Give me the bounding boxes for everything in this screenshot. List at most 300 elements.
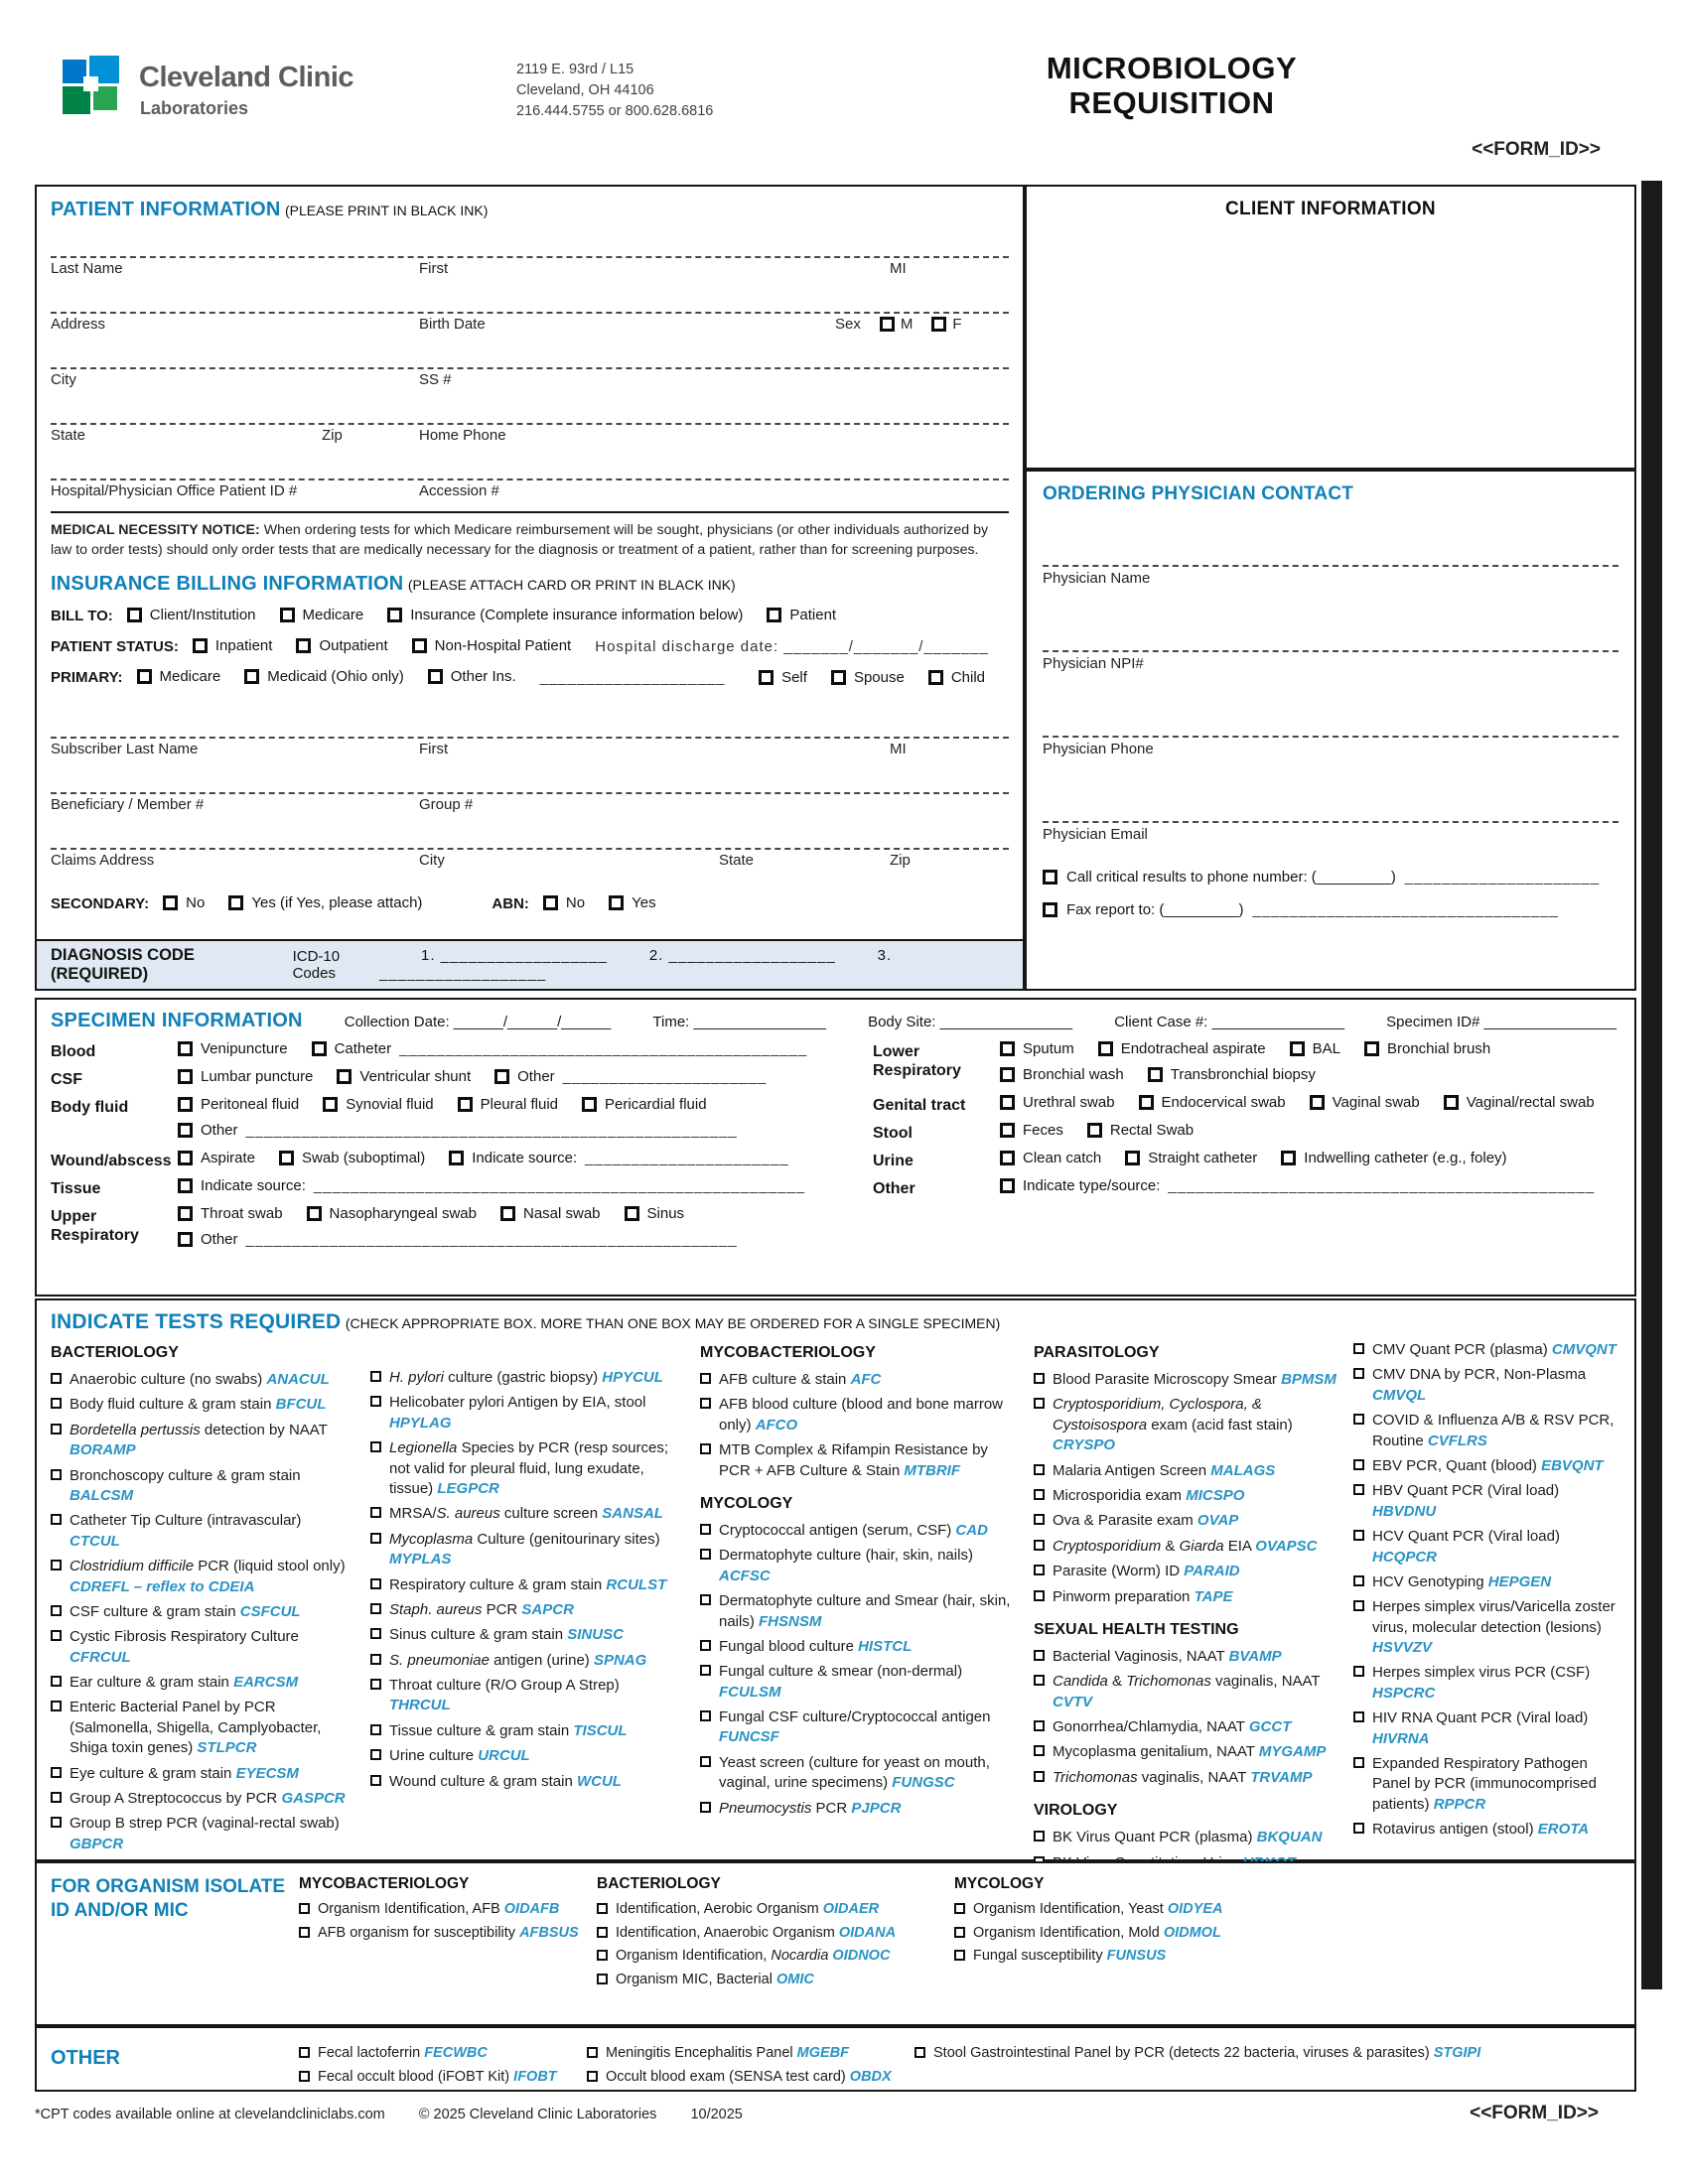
checkbox-bronchial-brush[interactable] bbox=[1364, 1041, 1379, 1056]
specimen-header-field-client-case[interactable]: Client Case #: ________________ bbox=[1114, 1014, 1345, 1030]
isolate-groups bbox=[299, 1875, 1620, 1994]
option bbox=[1148, 1066, 1316, 1083]
checkbox-gonorrhea-chlamydia-naat[interactable] bbox=[1034, 1720, 1045, 1731]
checkbox-malaria-antigen-screen[interactable] bbox=[1034, 1464, 1045, 1475]
specimen-header-field-time[interactable]: Time: ________________ bbox=[652, 1014, 826, 1030]
write-line[interactable]: _____________________________________________________ bbox=[245, 1231, 738, 1248]
isolate-group-heading: MYCOBACTERIOLOGY bbox=[299, 1875, 470, 1892]
specimen-type-label: Tissue bbox=[51, 1180, 101, 1197]
patient-field-row bbox=[51, 277, 1009, 333]
test-code: OIDAER bbox=[822, 1901, 880, 1917]
option-label: BAL bbox=[1312, 1040, 1340, 1057]
option bbox=[387, 607, 743, 623]
write-line[interactable]: ______________________________________________ bbox=[1168, 1177, 1596, 1194]
checkbox-throat-swab[interactable] bbox=[178, 1206, 193, 1221]
footer bbox=[35, 2103, 1636, 2124]
option-label: Nasopharyngeal swab bbox=[329, 1205, 477, 1222]
subscriber-rows bbox=[51, 702, 1009, 869]
option bbox=[1000, 1040, 1074, 1057]
test-code: CRYSPO bbox=[1053, 1436, 1116, 1454]
isolate-group-mycobacteriology bbox=[299, 1875, 597, 1994]
checkbox-herpes-simplex-virus-pcr-csf[interactable] bbox=[1353, 1666, 1364, 1677]
patient-rows bbox=[51, 221, 1009, 499]
write-line[interactable]: ____________________ bbox=[539, 669, 726, 687]
tests-section-heading-parasitology: PARASITOLOGY bbox=[1034, 1344, 1160, 1361]
checkbox-rectal-swab[interactable] bbox=[1087, 1123, 1102, 1138]
checkbox-csf-culture-gram-stain[interactable] bbox=[51, 1605, 62, 1616]
test-code: HIVRNA bbox=[1372, 1729, 1430, 1747]
field-label-physician-npi: Physician NPI# bbox=[1043, 655, 1144, 672]
bill-to-row bbox=[51, 607, 1009, 626]
field-label-claims-address bbox=[51, 852, 154, 869]
checkbox-hcv-quant-pcr-viral-load[interactable] bbox=[1353, 1530, 1364, 1541]
test-code: SAPCR bbox=[521, 1600, 574, 1618]
checkbox-fecal-lactoferrin[interactable] bbox=[299, 2047, 310, 2058]
patient-field-row bbox=[51, 388, 1009, 444]
checkbox-group-b-strep-pcr-vaginal-rectal-swab[interactable] bbox=[51, 1817, 62, 1828]
specimen-header-row bbox=[51, 1000, 1620, 1040]
field-label-text: Accession # bbox=[419, 482, 499, 499]
checkbox-dermatophyte-culture-hair-skin-nails[interactable] bbox=[700, 1549, 711, 1560]
patient-field-row bbox=[51, 221, 1009, 277]
test-label: CMV DNA by PCR, Non-Plasma CMVQL bbox=[1372, 1366, 1587, 1404]
organism-isolate-heading bbox=[51, 1875, 299, 1994]
option bbox=[1310, 1094, 1420, 1111]
write-line[interactable]: _____________________________________________________ bbox=[313, 1177, 806, 1194]
checkbox-nasopharyngeal-swab[interactable] bbox=[307, 1206, 322, 1221]
checkbox-venipuncture[interactable] bbox=[178, 1041, 193, 1056]
checkbox-expanded-respiratory-pathogen-panel-by-pcr[interactable] bbox=[1353, 1757, 1364, 1768]
option bbox=[178, 1177, 805, 1194]
checkbox-sputum[interactable] bbox=[1000, 1041, 1015, 1056]
checkbox-rotavirus-antigen-stool[interactable] bbox=[1353, 1823, 1364, 1834]
checkbox-aspirate[interactable] bbox=[178, 1151, 193, 1165]
checkbox-self[interactable] bbox=[759, 670, 774, 685]
other-row bbox=[51, 2028, 1620, 2091]
checkbox-candida-trichomonas-vaginalis-naat[interactable] bbox=[1034, 1675, 1045, 1686]
checkbox-indicate-source[interactable] bbox=[449, 1151, 464, 1165]
test-code: MICSPO bbox=[1186, 1486, 1245, 1504]
checkbox-identification-aerobic-organism[interactable] bbox=[597, 1903, 608, 1914]
field-label-home-phone bbox=[419, 427, 506, 444]
checkbox-patient[interactable] bbox=[767, 608, 781, 622]
write-line[interactable] bbox=[51, 737, 1009, 739]
test-item bbox=[1353, 1572, 1620, 1592]
checkbox-bal[interactable] bbox=[1290, 1041, 1305, 1056]
checkbox-afb-culture-stain[interactable] bbox=[700, 1373, 711, 1384]
checkbox-stool-gastrointestinal-panel-by-pcr-detect[interactable] bbox=[914, 2047, 925, 2058]
write-line[interactable] bbox=[51, 792, 1009, 794]
write-line[interactable] bbox=[51, 367, 1009, 369]
test-label: Identification, Aerobic Organism OIDAER bbox=[616, 1901, 880, 1917]
checkbox-bordetella-pertussis-detection-by-naat[interactable] bbox=[51, 1424, 62, 1434]
checkbox-urine-culture[interactable] bbox=[370, 1749, 381, 1760]
patient-status-row bbox=[51, 637, 1009, 657]
checkbox-call-critical-results[interactable] bbox=[1043, 870, 1057, 885]
checkbox-mrsa-s-aureus-culture-screen[interactable] bbox=[370, 1507, 381, 1518]
test-label: BK Virus Quant PCR (plasma) BKQUAN bbox=[1053, 1829, 1323, 1846]
test-code: OBDX bbox=[849, 2068, 892, 2085]
test-code: FCULSM bbox=[719, 1683, 781, 1701]
checkbox-sex-f[interactable] bbox=[931, 317, 946, 332]
checkbox-cystic-fibrosis-respiratory-culture[interactable] bbox=[51, 1630, 62, 1641]
checkbox-cryptosporidium-giarda-eia[interactable] bbox=[1034, 1540, 1045, 1551]
checkbox-vaginal-swab[interactable] bbox=[1310, 1095, 1325, 1110]
icd10-slot[interactable]: 2. __________________ bbox=[648, 947, 836, 964]
write-line[interactable] bbox=[51, 478, 1009, 480]
test-item bbox=[597, 1900, 954, 1920]
test-code: FUNSUS bbox=[1106, 1948, 1167, 1965]
checkbox-sinus-culture-gram-stain[interactable] bbox=[370, 1628, 381, 1639]
checkbox-ova-parasite-exam[interactable] bbox=[1034, 1514, 1045, 1525]
checkbox-eye-culture-gram-stain[interactable] bbox=[51, 1767, 62, 1778]
checkbox-trichomonas-vaginalis-naat[interactable] bbox=[1034, 1771, 1045, 1782]
discharge-date-field[interactable]: Hospital discharge date: _______/_______/_______ bbox=[595, 638, 989, 656]
write-line[interactable] bbox=[51, 423, 1009, 425]
check-option-sex-m bbox=[880, 316, 914, 333]
option bbox=[178, 1096, 299, 1113]
write-line[interactable]: ______________________ bbox=[585, 1150, 789, 1166]
checkbox-cryptococcal-antigen-serum-csf[interactable] bbox=[700, 1524, 711, 1535]
option-label: Endotracheal aspirate bbox=[1120, 1040, 1266, 1057]
test-code: TRVAMP bbox=[1250, 1768, 1313, 1786]
checkbox-straight-catheter[interactable] bbox=[1125, 1151, 1140, 1165]
client-information-heading: CLIENT INFORMATION bbox=[1225, 199, 1436, 219]
specimen-options bbox=[178, 1068, 845, 1094]
checkbox-bk-virus-quant-pcr-plasma[interactable] bbox=[1034, 1831, 1045, 1842]
checkbox-organism-identification-nocardia[interactable] bbox=[597, 1950, 608, 1961]
option-label: Medicaid (Ohio only) bbox=[267, 667, 404, 685]
checkbox-pinworm-preparation[interactable] bbox=[1034, 1590, 1045, 1601]
specimen-options bbox=[1000, 1094, 1620, 1120]
form-title-line-2: REQUISITION bbox=[1068, 84, 1275, 120]
checkbox-group-a-streptococcus-by-pcr[interactable] bbox=[51, 1792, 62, 1803]
field-label-physician-phone: Physician Phone bbox=[1043, 741, 1154, 757]
specimen-columns bbox=[51, 1040, 1620, 1259]
checkbox-indwelling-catheter-e-g-foley[interactable] bbox=[1281, 1151, 1296, 1165]
specimen-type-label: Genital tract bbox=[873, 1097, 966, 1114]
test-item bbox=[597, 1924, 954, 1944]
specimen-row bbox=[873, 1094, 1620, 1120]
specimen-options bbox=[178, 1096, 845, 1148]
checkbox-organism-identification-yeast[interactable] bbox=[954, 1903, 965, 1914]
checkbox-covid-influenza-a-b-rsv-pcr-routine[interactable] bbox=[1353, 1414, 1364, 1425]
field-label-text: MI bbox=[890, 740, 907, 757]
tests-column-3 bbox=[700, 1340, 1018, 1824]
checkbox-microsporidia-exam[interactable] bbox=[1034, 1489, 1045, 1500]
option-label: Clean catch bbox=[1023, 1150, 1102, 1166]
write-line[interactable]: ______________________ bbox=[562, 1068, 768, 1085]
checkbox-endocervical-swab[interactable] bbox=[1139, 1095, 1154, 1110]
checkbox-h-pylori-culture-gastric-biopsy[interactable] bbox=[370, 1371, 381, 1382]
test-code: BALCSM bbox=[70, 1486, 134, 1504]
checkbox-body-fluid-culture-gram-stain[interactable] bbox=[51, 1398, 62, 1409]
checkbox-anaerobic-culture-no-swabs[interactable] bbox=[51, 1373, 62, 1384]
organism-isolate-panel bbox=[35, 1861, 1636, 2026]
field-label-text: First bbox=[419, 740, 449, 757]
checkbox-medicare[interactable] bbox=[280, 608, 295, 622]
primary-label: PRIMARY: bbox=[51, 669, 123, 687]
checkbox-ebv-pcr-quant-blood[interactable] bbox=[1353, 1459, 1364, 1470]
specimen-header-field-specimen-id[interactable]: Specimen ID# ________________ bbox=[1386, 1014, 1617, 1030]
test-label: Blood Parasite Microscopy Smear BPMSM bbox=[1053, 1371, 1336, 1388]
checkbox-lumbar-puncture[interactable] bbox=[178, 1069, 193, 1084]
checkbox-pericardial-fluid[interactable] bbox=[582, 1097, 597, 1112]
other-groups bbox=[299, 2038, 1620, 2091]
option-label: Urethral swab bbox=[1023, 1094, 1115, 1111]
checkbox-identification-anaerobic-organism[interactable] bbox=[597, 1927, 608, 1938]
field-label-first bbox=[419, 741, 448, 757]
specimen-row bbox=[51, 1205, 845, 1257]
test-label: Pinworm preparation TAPE bbox=[1053, 1587, 1233, 1605]
checkbox-organism-mic-bacterial[interactable] bbox=[597, 1974, 608, 1984]
checkbox-yes[interactable] bbox=[609, 895, 624, 910]
checkbox-hbv-quant-pcr-viral-load[interactable] bbox=[1353, 1484, 1364, 1495]
test-code: CDREFL – reflex to CDEIA bbox=[70, 1577, 255, 1595]
test-code: PJPCR bbox=[851, 1799, 902, 1817]
icd10-slot[interactable]: 3. __________________ bbox=[378, 947, 893, 982]
checkbox-synovial-fluid[interactable] bbox=[323, 1097, 338, 1112]
field-label-subscriber-last-name bbox=[51, 741, 198, 757]
specimen-options bbox=[1000, 1122, 1620, 1148]
test-code: HBVDNU bbox=[1372, 1502, 1437, 1520]
write-line[interactable]: _________________________________ bbox=[1252, 901, 1559, 918]
test-code: TISCUL bbox=[573, 1721, 628, 1739]
test-label: HCV Quant PCR (Viral load) HCQPCR bbox=[1372, 1528, 1560, 1566]
checkbox-indicate-type-source[interactable] bbox=[1000, 1178, 1015, 1193]
write-line[interactable] bbox=[51, 312, 1009, 314]
checkbox-no[interactable] bbox=[543, 895, 558, 910]
checkbox-dermatophyte-culture-and-smear-hair-skin-n[interactable] bbox=[700, 1594, 711, 1605]
checkbox-catheter[interactable] bbox=[312, 1041, 327, 1056]
checkbox-transbronchial-biopsy[interactable] bbox=[1148, 1067, 1163, 1082]
tests-section-heading-bacteriology: BACTERIOLOGY bbox=[51, 1344, 179, 1361]
checkbox-s-pneumoniae-antigen-urine[interactable] bbox=[370, 1654, 381, 1665]
option bbox=[449, 1150, 788, 1166]
checkbox-parasite-worm-id[interactable] bbox=[1034, 1565, 1045, 1575]
option-label: Self bbox=[781, 669, 807, 687]
checkbox-cmv-dna-by-pcr-non-plasma[interactable] bbox=[1353, 1368, 1364, 1379]
test-code: ANACUL bbox=[266, 1371, 330, 1388]
specimen-header-field-body-site[interactable]: Body Site: ________________ bbox=[868, 1014, 1073, 1030]
checkbox-bacterial-vaginosis-naat[interactable] bbox=[1034, 1650, 1045, 1661]
checkbox-bronchoscopy-culture-gram-stain[interactable] bbox=[51, 1469, 62, 1480]
test-label: Trichomonas vaginalis, NAAT TRVAMP bbox=[1053, 1768, 1313, 1786]
test-item bbox=[370, 1746, 684, 1766]
checkbox-swab-suboptimal[interactable] bbox=[279, 1151, 294, 1165]
checkbox-yeast-screen-culture-for-yeast-on-mouth-va[interactable] bbox=[700, 1756, 711, 1767]
field-label-text: SS # bbox=[419, 371, 452, 388]
test-item bbox=[1353, 1340, 1620, 1360]
test-item bbox=[1034, 1587, 1337, 1607]
checkbox-meningitis-encephalitis-panel[interactable] bbox=[587, 2047, 598, 2058]
checkbox-pneumocystis-pcr[interactable] bbox=[700, 1802, 711, 1813]
checkbox-fecal-occult-blood-ifobt-kit[interactable] bbox=[299, 2071, 310, 2082]
test-item bbox=[700, 1395, 1018, 1435]
test-label: H. pylori culture (gastric biopsy) HPYCUL bbox=[389, 1369, 663, 1386]
test-item bbox=[700, 1546, 1018, 1586]
test-code: FECWBC bbox=[424, 2045, 488, 2061]
checkbox-pleural-fluid[interactable] bbox=[458, 1097, 473, 1112]
test-code: AFCO bbox=[755, 1416, 798, 1433]
checkbox-non-hospital-patient[interactable] bbox=[412, 638, 427, 653]
checkbox-occult-blood-exam-sensa-test-card[interactable] bbox=[587, 2071, 598, 2082]
checkbox-catheter-tip-culture-intravascular[interactable] bbox=[51, 1514, 62, 1525]
checkbox-legionella-species-by-pcr-resp-sources-not[interactable] bbox=[370, 1441, 381, 1452]
specimen-type-label: Other bbox=[873, 1180, 915, 1197]
test-code: CVTV bbox=[1053, 1693, 1093, 1710]
test-item bbox=[51, 1511, 354, 1552]
field-label-text: Beneficiary / Member # bbox=[51, 795, 205, 813]
checkbox-no[interactable] bbox=[163, 895, 178, 910]
checkbox-blood-parasite-microscopy-smear[interactable] bbox=[1034, 1373, 1045, 1384]
test-item bbox=[370, 1504, 684, 1524]
checkbox-client-institution[interactable] bbox=[127, 608, 142, 622]
checkbox-mycoplasma-culture-genitourinary-sites[interactable] bbox=[370, 1533, 381, 1544]
checkbox-clostridium-difficile-pcr-liquid-stool-onl[interactable] bbox=[51, 1560, 62, 1570]
checkbox-mtb-complex-rifampin-resistance-by-pcr-afb[interactable] bbox=[700, 1443, 711, 1454]
checkbox-enteric-bacterial-panel-by-pcr-salmonella-[interactable] bbox=[51, 1701, 62, 1711]
checkbox-hcv-genotyping[interactable] bbox=[1353, 1575, 1364, 1586]
specimen-header-field-collection-date[interactable]: Collection Date: ______/______/______ bbox=[344, 1014, 612, 1030]
isolate-heading-line-1: FOR ORGANISM ISOLATE bbox=[51, 1876, 286, 1897]
checkbox-mycoplasma-genitalium-naat[interactable] bbox=[1034, 1745, 1045, 1756]
test-code: OIDYEA bbox=[1167, 1901, 1223, 1917]
diagnosis-label: DIAGNOSIS CODE (REQUIRED) bbox=[51, 946, 195, 983]
checkbox-ventricular-shunt[interactable] bbox=[337, 1069, 352, 1084]
field-label-sex bbox=[835, 316, 962, 333]
checkbox-herpes-simplex-virus-varicella-zoster-viru[interactable] bbox=[1353, 1600, 1364, 1611]
specimen-type-label: Wound/abscess bbox=[51, 1153, 172, 1169]
checkbox-fungal-csf-culture-cryptococcal-antigen[interactable] bbox=[700, 1710, 711, 1721]
specimen-right-column bbox=[845, 1040, 1620, 1259]
other-tests-panel bbox=[35, 2026, 1636, 2092]
checkbox-wound-culture-gram-stain[interactable] bbox=[370, 1775, 381, 1786]
test-label: Helicobater pylori Antigen by EIA, stool HPYLAG bbox=[389, 1394, 646, 1432]
write-line[interactable] bbox=[1043, 821, 1618, 823]
checkbox-organism-identification-afb[interactable] bbox=[299, 1903, 310, 1914]
checkbox-tissue-culture-gram-stain[interactable] bbox=[370, 1724, 381, 1735]
write-line[interactable]: ____________________________________________ bbox=[399, 1040, 808, 1057]
checkbox-child[interactable] bbox=[928, 670, 943, 685]
checkbox-fax-report[interactable] bbox=[1043, 902, 1057, 917]
checkbox-helicobater-pylori-antigen-by-eia-stool[interactable] bbox=[370, 1396, 381, 1407]
option bbox=[178, 1205, 283, 1222]
checkbox-sinus[interactable] bbox=[625, 1206, 639, 1221]
checkbox-feces[interactable] bbox=[1000, 1123, 1015, 1138]
checkbox-nasal-swab[interactable] bbox=[500, 1206, 515, 1221]
write-line[interactable] bbox=[51, 256, 1009, 258]
checkbox-sex-m[interactable] bbox=[880, 317, 895, 332]
checkbox-afb-blood-culture-blood-and-bone-marrow-on[interactable] bbox=[700, 1398, 711, 1409]
write-line[interactable]: _____________________ bbox=[1404, 869, 1601, 886]
checkbox-other[interactable] bbox=[178, 1123, 193, 1138]
test-item bbox=[1034, 1511, 1337, 1531]
option-label: Non-Hospital Patient bbox=[434, 636, 572, 654]
specimen-option-line bbox=[178, 1205, 845, 1222]
test-label: Catheter Tip Culture (intravascular) CTCUL bbox=[70, 1512, 302, 1550]
write-line[interactable]: _____________________________________________________ bbox=[245, 1122, 738, 1139]
checkbox-medicare[interactable] bbox=[137, 669, 152, 684]
checkbox-fungal-susceptibility[interactable] bbox=[954, 1950, 965, 1961]
test-label: Cryptosporidium & Giarda EIA OVAPSC bbox=[1053, 1537, 1318, 1555]
option-label: Indicate source: bbox=[472, 1150, 578, 1166]
patient-heading-text: PATIENT INFORMATION bbox=[51, 199, 281, 220]
checkbox-cmv-quant-pcr-plasma[interactable] bbox=[1353, 1343, 1364, 1354]
test-code: OIDMOL bbox=[1163, 1924, 1221, 1941]
checkbox-yes-if-yes-please-attach[interactable] bbox=[228, 895, 243, 910]
checkbox-ear-culture-gram-stain[interactable] bbox=[51, 1676, 62, 1687]
checkbox-cryptosporidium-cyclospora-cystoisospora-e[interactable] bbox=[1034, 1398, 1045, 1409]
checkbox-other-ins[interactable] bbox=[428, 669, 443, 684]
checkbox-other[interactable] bbox=[178, 1232, 193, 1247]
checkbox-vaginal-rectal-swab[interactable] bbox=[1444, 1095, 1459, 1110]
checkbox-medicaid-ohio-only[interactable] bbox=[244, 669, 259, 684]
option-label: Other bbox=[517, 1068, 555, 1085]
option bbox=[279, 1150, 425, 1166]
test-item bbox=[1034, 1537, 1337, 1557]
checkbox-spouse[interactable] bbox=[831, 670, 846, 685]
checkbox-fungal-blood-culture[interactable] bbox=[700, 1640, 711, 1651]
checkbox-outpatient[interactable] bbox=[296, 638, 311, 653]
checkbox-urethral-swab[interactable] bbox=[1000, 1095, 1015, 1110]
test-label: Fecal occult blood (iFOBT Kit) IFOBT bbox=[318, 2068, 557, 2085]
checkbox-clean-catch[interactable] bbox=[1000, 1151, 1015, 1165]
test-code: EBVQNT bbox=[1541, 1456, 1604, 1474]
write-line[interactable] bbox=[1043, 650, 1618, 652]
checkbox-respiratory-culture-gram-stain[interactable] bbox=[370, 1578, 381, 1589]
icd10-slot[interactable]: 1. __________________ bbox=[420, 947, 608, 964]
test-label: Respiratory culture & gram stain RCULST bbox=[389, 1575, 667, 1593]
field-label-text: Zip bbox=[322, 427, 343, 444]
checkbox-afb-organism-for-susceptibility[interactable] bbox=[299, 1927, 310, 1938]
specimen-type-label: Body fluid bbox=[51, 1099, 129, 1116]
checkbox-indicate-source[interactable] bbox=[178, 1178, 193, 1193]
option-label: Medicare bbox=[159, 667, 221, 685]
test-label: Bordetella pertussis detection by NAAT BORAMP bbox=[70, 1421, 328, 1459]
brand-sub: Laboratories bbox=[140, 98, 249, 118]
write-line[interactable] bbox=[1043, 565, 1618, 567]
checkbox-throat-culture-r-o-group-a-strep[interactable] bbox=[370, 1679, 381, 1690]
checkbox-inpatient[interactable] bbox=[193, 638, 208, 653]
write-line[interactable] bbox=[1043, 736, 1618, 738]
checkbox-organism-identification-mold[interactable] bbox=[954, 1927, 965, 1938]
write-line[interactable] bbox=[51, 848, 1009, 850]
test-code: RCULST bbox=[606, 1575, 667, 1593]
test-item bbox=[51, 1370, 354, 1390]
checkbox-endotracheal-aspirate[interactable] bbox=[1098, 1041, 1113, 1056]
checkbox-staph-aureus-pcr[interactable] bbox=[370, 1603, 381, 1614]
checkbox-other[interactable] bbox=[494, 1069, 509, 1084]
option bbox=[609, 894, 655, 911]
tests-section-heading-mycobacteriology: MYCOBACTERIOLOGY bbox=[700, 1344, 876, 1361]
checkbox-hiv-rna-quant-pcr-viral-load[interactable] bbox=[1353, 1711, 1364, 1722]
test-code: GASPCR bbox=[281, 1790, 346, 1808]
print-registration-bar bbox=[1641, 181, 1662, 1989]
checkbox-bronchial-wash[interactable] bbox=[1000, 1067, 1015, 1082]
specimen-options bbox=[1000, 1177, 1620, 1203]
test-code: FUNGSC bbox=[892, 1774, 955, 1792]
checkbox-insurance-complete-insurance-information-b[interactable] bbox=[387, 608, 402, 622]
test-code: OIDNOC bbox=[832, 1948, 891, 1965]
checkbox-fungal-culture-smear-non-dermal[interactable] bbox=[700, 1665, 711, 1676]
option-label: Indwelling catheter (e.g., foley) bbox=[1304, 1150, 1507, 1166]
checkbox-peritoneal-fluid[interactable] bbox=[178, 1097, 193, 1112]
test-label: HBV Quant PCR (Viral load) HBVDNU bbox=[1372, 1482, 1560, 1520]
field-label-last-name bbox=[51, 260, 123, 277]
test-item bbox=[1353, 1708, 1620, 1749]
test-label: Malaria Antigen Screen MALAGS bbox=[1053, 1461, 1276, 1479]
